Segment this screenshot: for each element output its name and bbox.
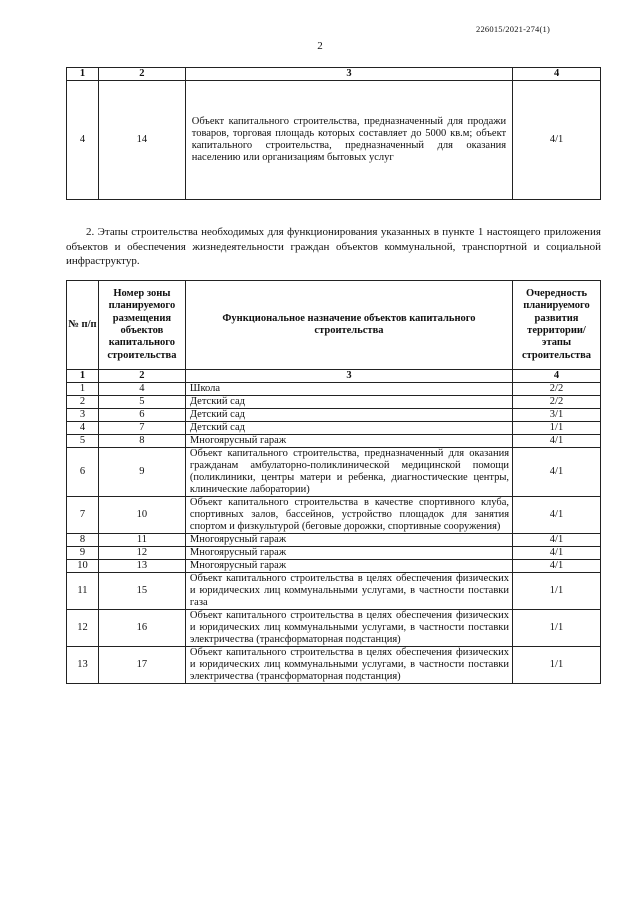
row-number: 12 (67, 610, 99, 647)
column-number-row (67, 370, 601, 383)
row-number: 9 (67, 547, 99, 560)
row-number: 4 (67, 81, 99, 200)
header-description: Функциональное назначение объектов капитального строительства (185, 281, 512, 370)
table-row (67, 610, 601, 647)
table-row (67, 547, 601, 560)
stage-value: 4/1 (513, 448, 601, 497)
zone-number: 12 (98, 547, 185, 560)
row-number: 5 (67, 435, 99, 448)
stage-value: 4/1 (513, 497, 601, 534)
table-row (67, 560, 601, 573)
object-description: Детский сад (185, 409, 512, 422)
object-description: Школа (185, 383, 512, 396)
zone-number: 17 (98, 647, 185, 684)
column-number: 1 (67, 370, 99, 383)
column-number: 2 (98, 370, 185, 383)
object-description: Объект капитального строительства в целях обеспечения физических и юридических лиц коммунальными услугами, в частности поставки электричества (трансформаторная подстанция) (185, 647, 512, 684)
column-number: 2 (98, 68, 185, 81)
row-number: 2 (67, 396, 99, 409)
row-number: 3 (67, 409, 99, 422)
object-description: Объект капитального строительства в целях обеспечения физических и юридических лиц коммунальными услугами, в частности поставки электричества (трансформаторная подстанция) (185, 610, 512, 647)
header-zone: Номер зоны планируемого размещения объектов капитального строительства (98, 281, 185, 370)
table-row (67, 573, 601, 610)
zone-number: 6 (98, 409, 185, 422)
object-description: Объект капитального строительства, предназначенный для оказания гражданам амбулаторно-поликлинической медицинской помощи (поликлиники, центры матери и ребенка, диагностические центры, клинические лаборатории) (185, 448, 512, 497)
table-row (67, 435, 601, 448)
object-description: Многоярусный гараж (185, 435, 512, 448)
header-number: № п/п (67, 281, 99, 370)
stage-value: 2/2 (513, 383, 601, 396)
column-number: 3 (185, 370, 512, 383)
column-number: 1 (67, 68, 99, 81)
zone-number: 7 (98, 422, 185, 435)
zone-number: 16 (98, 610, 185, 647)
stages-table (66, 280, 601, 684)
table-row (67, 448, 601, 497)
zone-number: 8 (98, 435, 185, 448)
column-number: 4 (513, 68, 601, 81)
stage-value: 4/1 (513, 560, 601, 573)
zone-number: 10 (98, 497, 185, 534)
stage-value: 1/1 (513, 422, 601, 435)
row-number: 6 (67, 448, 99, 497)
stage-value: 3/1 (513, 409, 601, 422)
stage-value: 1/1 (513, 610, 601, 647)
table-row (67, 422, 601, 435)
page-number: 2 (317, 40, 323, 52)
stage-value: 1/1 (513, 647, 601, 684)
header-row (67, 281, 601, 370)
document-number: 226015/2021-274(1) (476, 24, 550, 34)
object-description: Объект капитального строительства, предназначенный для продажи товаров, торговая площадь которых составляет до 5000 кв.м; объект капитального строительства, предназначенный для оказания населению или организациям бытовых услуг (185, 81, 512, 200)
stage-value: 1/1 (513, 573, 601, 610)
stage-value: 2/2 (513, 396, 601, 409)
object-description: Многоярусный гараж (185, 534, 512, 547)
column-number: 4 (513, 370, 601, 383)
object-description: Объект капитального строительства в качестве спортивного клуба, спортивных залов, бассейнов, устройство площадок для занятия спортом и физкультурой (беговые дорожки, спортивные сооружения) (185, 497, 512, 534)
zone-number: 4 (98, 383, 185, 396)
row-number: 1 (67, 383, 99, 396)
column-number-row (67, 68, 601, 81)
table-row (67, 497, 601, 534)
stage-value: 4/1 (513, 547, 601, 560)
stage-value: 4/1 (513, 81, 601, 200)
table-continuation (66, 67, 601, 200)
stage-value: 4/1 (513, 435, 601, 448)
row-number: 10 (67, 560, 99, 573)
row-number: 13 (67, 647, 99, 684)
object-description: Многоярусный гараж (185, 547, 512, 560)
zone-number: 9 (98, 448, 185, 497)
object-description: Многоярусный гараж (185, 560, 512, 573)
row-number: 7 (67, 497, 99, 534)
stage-value: 4/1 (513, 534, 601, 547)
row-number: 4 (67, 422, 99, 435)
object-description: Объект капитального строительства в целях обеспечения физических и юридических лиц коммунальными услугами, в частности поставки газа (185, 573, 512, 610)
column-number: 3 (185, 68, 512, 81)
zone-number: 5 (98, 396, 185, 409)
table-row (67, 409, 601, 422)
table-row (67, 383, 601, 396)
row-number: 8 (67, 534, 99, 547)
zone-number: 11 (98, 534, 185, 547)
header-stage: Очередность планируемого развития территории/ этапы строительства (513, 281, 601, 370)
object-description: Детский сад (185, 422, 512, 435)
paragraph-stages: 2. Этапы строительства необходимых для функционирования указанных в пункте 1 настоящего приложения объектов и обеспечения жизнедеятельности граждан объектов коммунальной, транспортной и социальной инфраструктур. (66, 226, 601, 267)
row-number: 11 (67, 573, 99, 610)
table-row (67, 534, 601, 547)
zone-number: 13 (98, 560, 185, 573)
object-description: Детский сад (185, 396, 512, 409)
table-row (67, 647, 601, 684)
zone-number: 15 (98, 573, 185, 610)
table-row (67, 81, 601, 200)
table-row (67, 396, 601, 409)
zone-number: 14 (98, 81, 185, 200)
